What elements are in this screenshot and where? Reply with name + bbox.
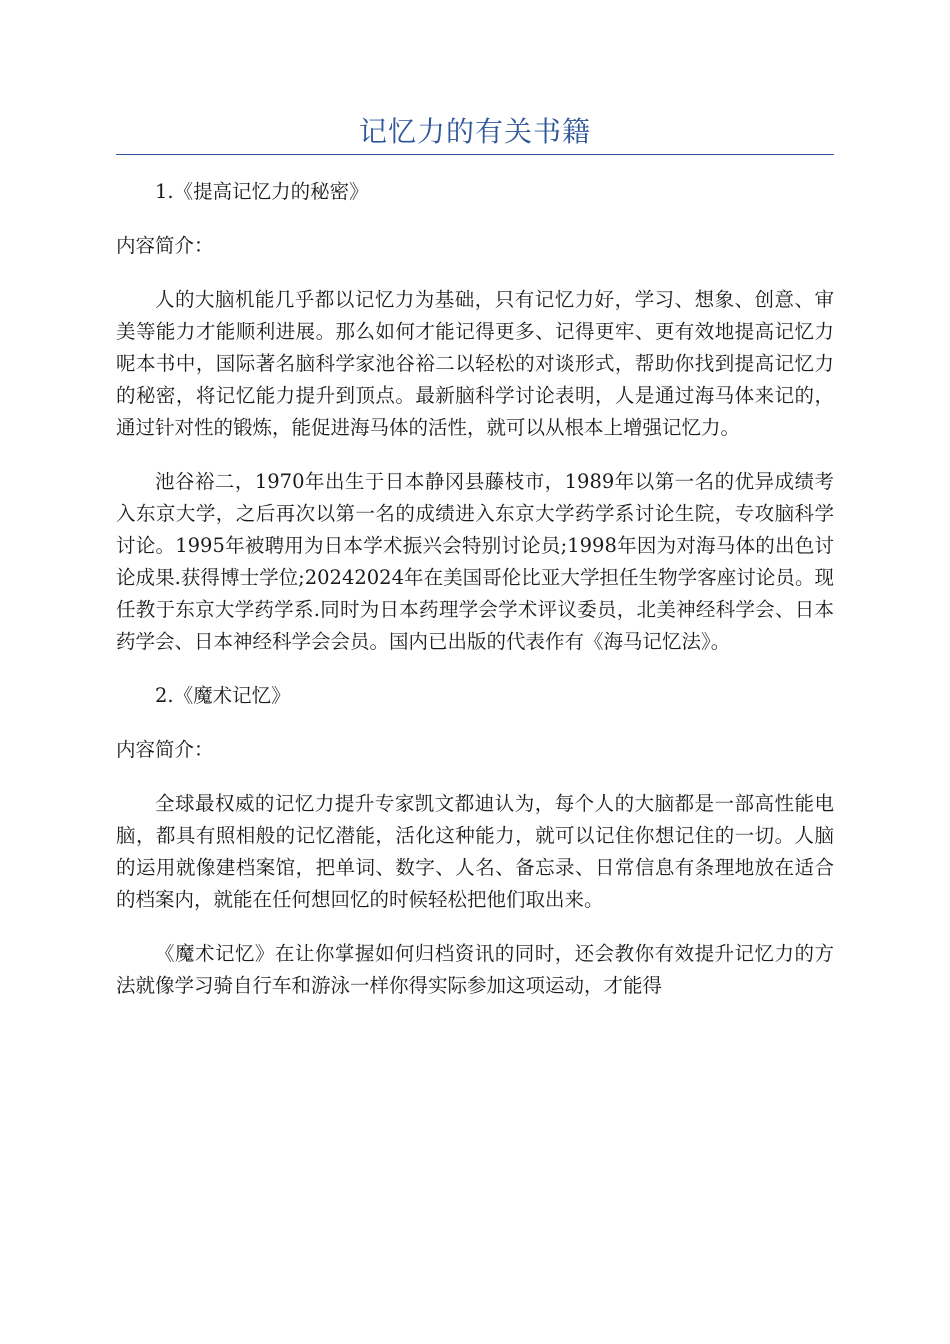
section-1-paragraph-2: 池谷裕二，1970年出生于日本静冈县藤枝市，1989年以第一名的优异成绩考入东京大学，之后再次以第一名的成绩进入东京大学药学系讨论生院，专攻脑科学讨论。1995年被聘用为日本学术振兴会特别讨论员;1998年因为对海马体的出色讨论成果.获得博士学位;20242024年在美国哥伦比亚大学担任生物学客座讨论员。现任教于东京大学药学系.同时为日本药理学会学术评议委员，北美神经科学会、日本药学会、日本神经科学会会员。国内已出版的代表作有《海马记忆法》。: [116, 470, 834, 653]
section-1-paragraph-1: 人的大脑机能几乎都以记忆力为基础，只有记忆力好，学习、想象、创意、审美等能力才能顺利进展。那么如何才能记得更多、记得更牢、更有效地提高记忆力呢本书中，国际著名脑科学家池谷裕二以轻松的对谈形式，帮助你找到提高记忆力的秘密，将记忆能力提升到顶点。最新脑科学讨论表明，人是通过海马体来记的，通过针对性的锻炼，能促进海马体的活性，就可以从根本上增强记忆力。: [116, 288, 834, 439]
document-title: 记忆力的有关书籍: [358, 115, 591, 148]
section-2-paragraph-1: 全球最权威的记忆力提升专家凯文都迪认为，每个人的大脑都是一部高性能电脑，都具有照相般的记忆潜能，活化这种能力，就可以记住你想记住的一切。人脑的运用就像建档案馆，把单词、数字、人名、备忘录、日常信息有条理地放在适合的档案内，就能在任何想回忆的时候轻松把他们取出来。: [116, 792, 834, 911]
document-page: [116, 0, 834, 1344]
section-2-intro-label: 内容简介：: [116, 738, 214, 761]
section-1-intro-label: 内容简介：: [116, 234, 214, 257]
section-2-heading: 2.《魔术记忆》: [155, 684, 291, 707]
section-1-heading: 1.《提高记忆力的秘密》: [155, 180, 369, 203]
section-2-paragraph-2: 《魔术记忆》在让你掌握如何归档资讯的同时，还会教你有效提升记忆力的方法就像学习骑自行车和游泳一样你得实际参加这项运动，才能得: [116, 942, 834, 997]
title-underline: [116, 154, 834, 155]
document-body: [116, 176, 834, 1024]
